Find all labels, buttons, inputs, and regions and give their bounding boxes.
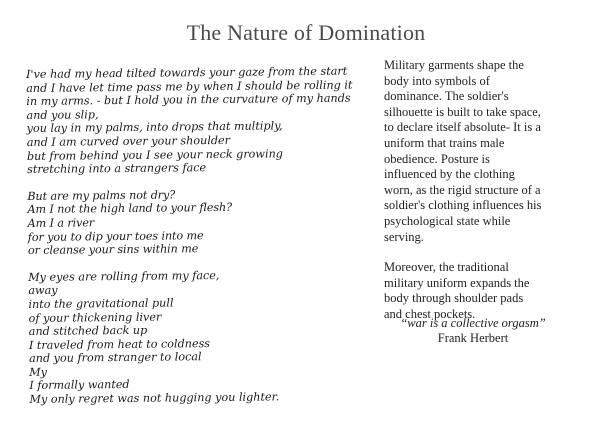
essay-paragraph: Moreover, the traditional military uniform expands the body through shoulder pads and chest pockets. [384, 260, 530, 321]
poem-line: I traveled from heat to coldness [28, 336, 211, 352]
handwritten-poem [26, 65, 360, 420]
essay-paragraph: Military garments shape the body into symbols of dominance. The soldier's silhouette is built to take space, to declare itself absolute- It is a uniform that trains male obedience. Posture is influenced by the clothing worn, as the rigid structure of a soldier's clothing influences his psychological state while serving. [384, 58, 542, 244]
poem-line: away [28, 283, 58, 298]
poem-line: and I am curved over your shoulder [26, 133, 231, 149]
poem-line: you lay in my palms, into drops that multiply, [26, 119, 283, 136]
poem-line: and I have let time pass me by when I should be rolling it [26, 78, 353, 95]
poem-line: stretching into a strangers face [26, 161, 207, 177]
poem-line: I formally wanted [29, 378, 130, 393]
poem-stanza-1 [26, 65, 357, 177]
poem-line: But are my palms not dry? [27, 188, 176, 203]
poem-line: of your thickening liver [28, 310, 162, 325]
poem-line: My eyes are rolling from my face, [28, 268, 220, 284]
poem-line: I've had my head tilted towards your gaze from the start [26, 64, 348, 81]
poem-line: in my arms. - but I hold you in the curvature of my hands [26, 91, 351, 109]
essay-text [384, 58, 542, 338]
pull-quote [384, 316, 562, 346]
poem-line: My [29, 365, 48, 379]
page-title: The Nature of Domination [186, 20, 426, 45]
poem-line: into the gravitational pull [28, 296, 174, 311]
poem-line: and you from stranger to local [28, 350, 202, 366]
poem-stanza-3 [28, 267, 359, 406]
poem-line: Am I a river [27, 216, 95, 230]
poem-stanza-2 [27, 186, 358, 257]
poem-line: and you slip, [26, 108, 99, 122]
quote-author: Frank Herbert [437, 331, 509, 345]
poem-line: and stitched back up [28, 323, 148, 339]
poem-line: or cleanse your sins within me [27, 242, 199, 258]
poem-line: for you to dip your toes into me [27, 228, 204, 244]
poem-line: My only regret was not hugging you lighter. [29, 390, 280, 407]
poem-line: Am I not the high land to your flesh? [27, 201, 233, 217]
quote-text: “war is a collective orgasm” [400, 316, 546, 330]
poem-line: but from behind you I see your neck growing [26, 146, 283, 163]
